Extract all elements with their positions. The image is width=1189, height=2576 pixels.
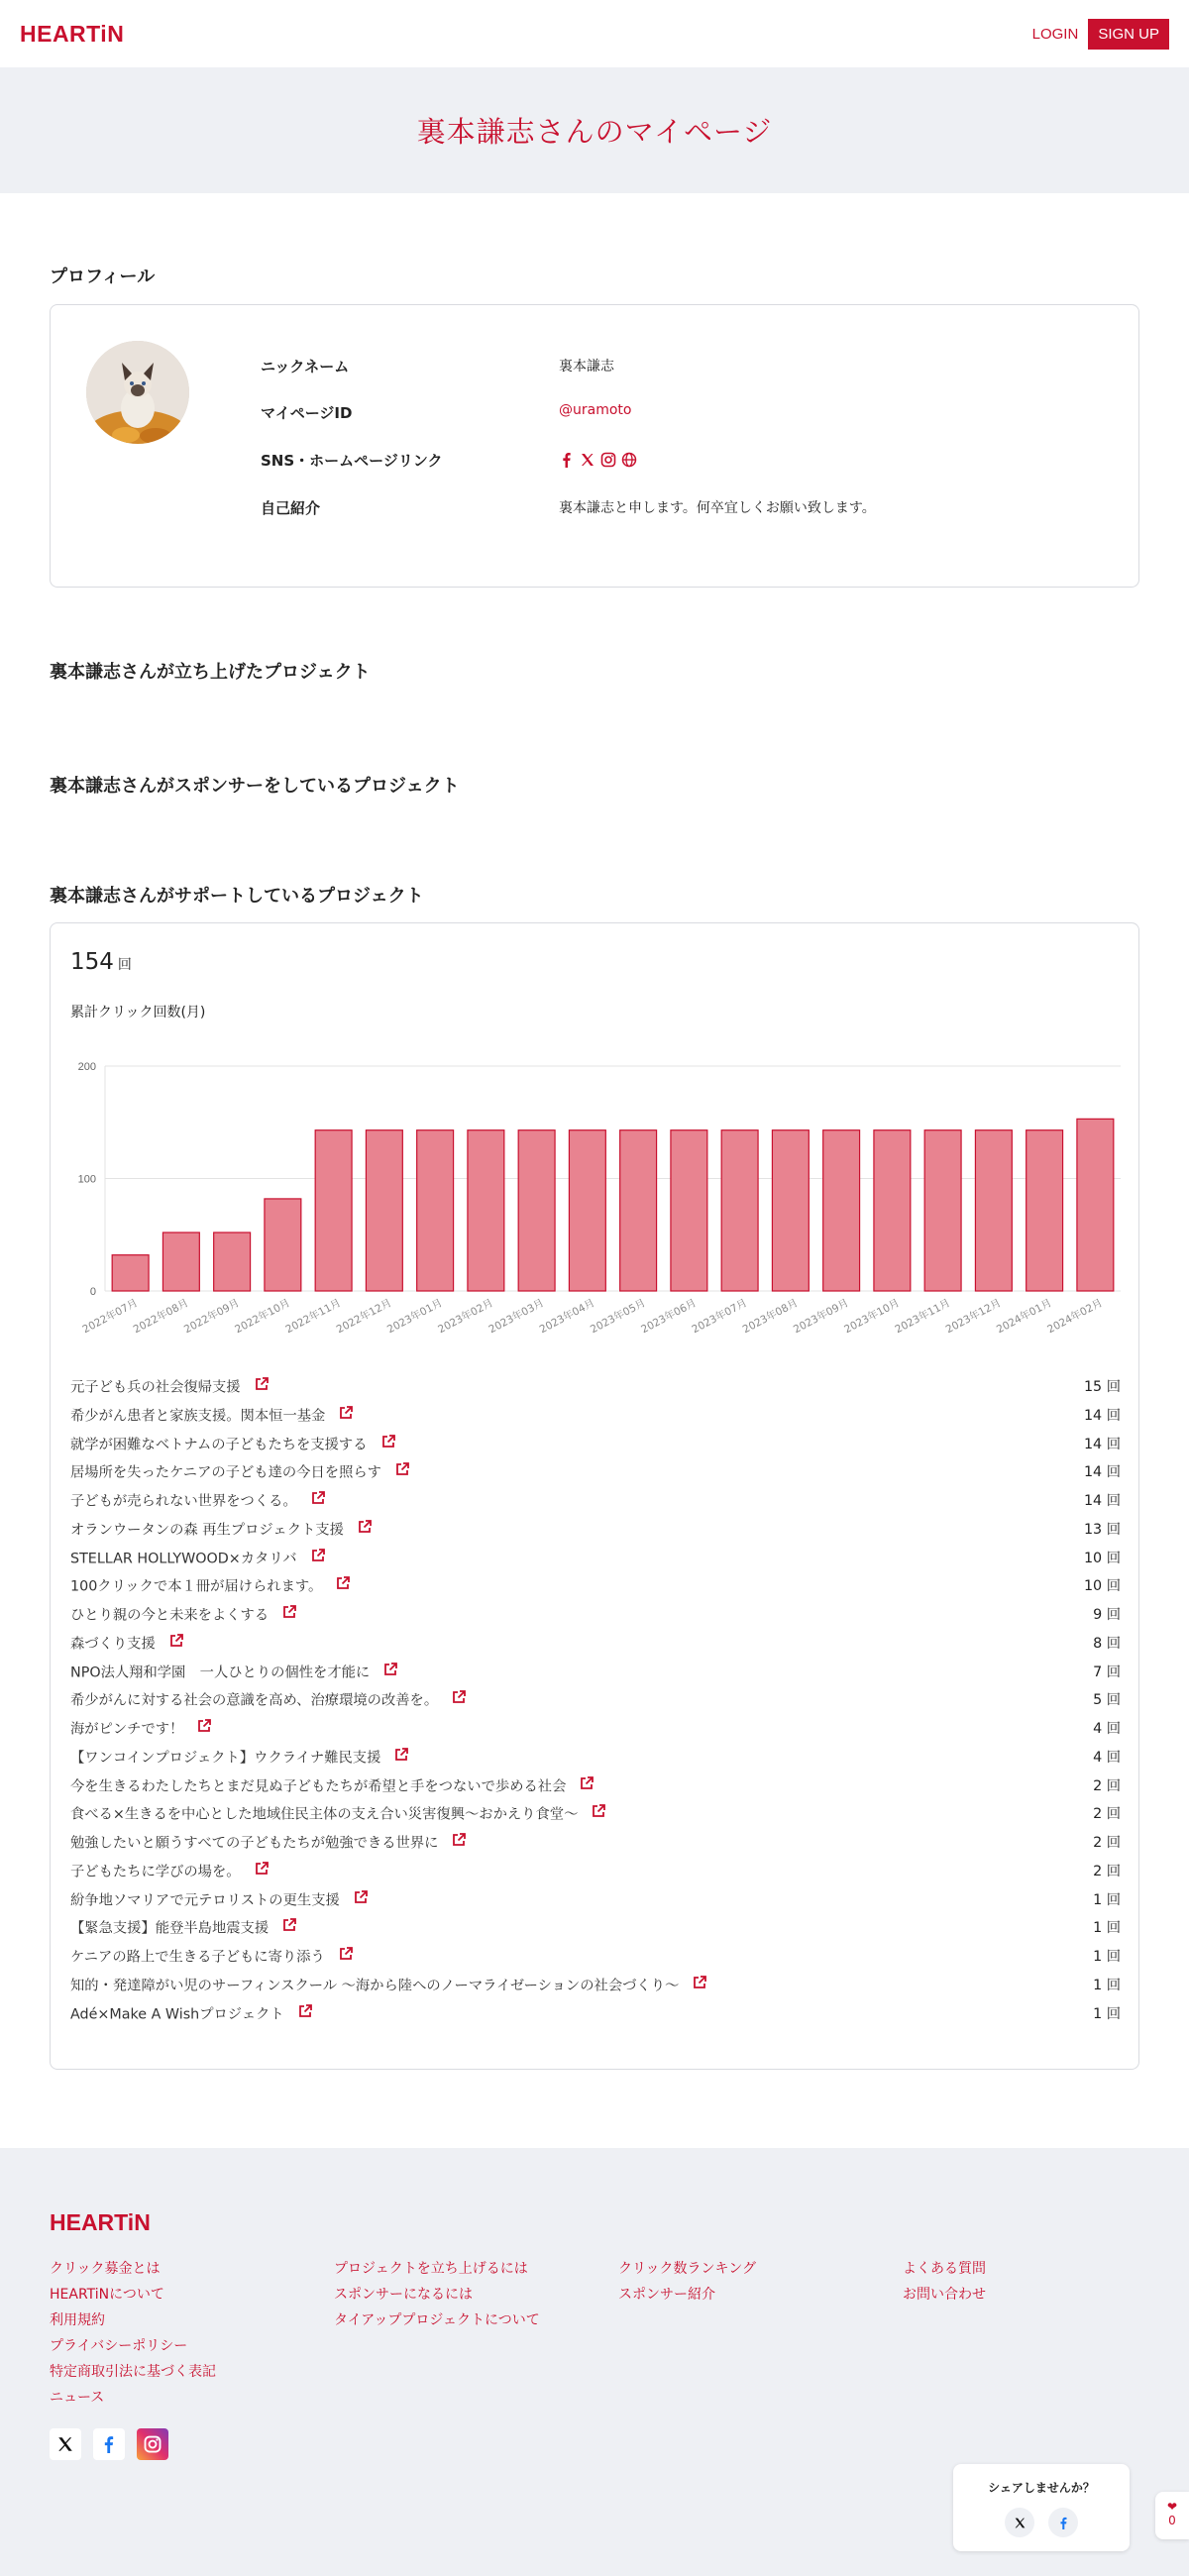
external-link-icon[interactable] [282,1601,296,1630]
instagram-icon[interactable] [600,452,616,468]
supported-projects-title: 裏本謙志さんがサポートしているプロジェクト [50,886,424,907]
chart-bar [265,1199,301,1291]
monthly-clicks-chart [51,1050,1140,1347]
chart-x-tick-label: 2022年12月 [334,1297,394,1337]
project-name: オランウータンの森 再生プロジェクト支援 [70,1522,344,1538]
project-name: NPO法人翔和学園 一人ひとりの個性を才能に [70,1664,371,1680]
signup-button[interactable]: SIGN UP [1088,19,1169,50]
external-link-icon[interactable] [580,1772,594,1801]
chart-x-tick-label: 2023年11月 [893,1297,953,1337]
footer-link[interactable]: プロジェクトを立ち上げるには [334,2261,528,2277]
external-link-icon[interactable] [381,1431,395,1459]
supported-project-list [70,1373,1121,2028]
chart-x-tick-label: 2023年12月 [943,1297,1004,1337]
project-click-count: 1 回 [1093,1949,1121,1965]
project-click-count: 15 回 [1083,1379,1121,1395]
chart-bar [975,1130,1012,1291]
cat-photo-icon [86,341,189,444]
site-logo[interactable]: HEARTiN [20,20,125,47]
project-click-count: 14 回 [1083,1464,1121,1481]
support-card [50,922,1139,2070]
avatar [86,341,189,444]
chart-x-tick-label: 2022年09月 [181,1297,242,1337]
project-name: 今を生きるわたしたちとまだ見ぬ子どもたちが希望と手をつないで歩める社会 [70,1777,567,1794]
project-name: ケニアの路上で生きる子どもに寄り添う [70,1949,325,1966]
list-item [70,1744,1121,1772]
list-item [70,1630,1121,1659]
chart-x-tick-label: 2023年02月 [436,1297,495,1337]
header-actions [1032,19,1169,50]
project-name: 居場所を失ったケニアの子ども達の今日を照らす [70,1464,381,1481]
facebook-icon[interactable] [1048,2508,1078,2537]
chart-bar [518,1130,555,1291]
mypage-id-value[interactable]: @uramoto [559,402,632,418]
chart-bar [417,1130,454,1291]
list-item [70,1545,1121,1573]
project-click-count: 2 回 [1093,1835,1121,1851]
login-link[interactable]: LOGIN [1031,25,1079,43]
project-name: 子どもたちに学びの場を。 [70,1864,241,1879]
external-link-icon[interactable] [394,1744,408,1772]
chart-x-tick-label: 2023年03月 [486,1297,547,1337]
chart-x-tick-label: 2024年02月 [1045,1297,1105,1337]
external-link-icon[interactable] [298,2000,312,2029]
footer-link[interactable]: クリック募金とは [50,2261,161,2277]
project-click-count: 2 回 [1093,1806,1121,1823]
site-header [0,0,1189,67]
chart-x-tick-label: 2023年09月 [791,1297,851,1337]
project-name: 就学が困難なベトナムの子どもたちを支援する [70,1436,368,1452]
project-click-count: 5 回 [1093,1692,1121,1709]
facebook-icon[interactable] [93,2428,125,2460]
chart-x-tick-label: 2022年10月 [233,1297,292,1337]
support-count-unit: 回 [117,957,132,973]
project-click-count: 1 回 [1093,2005,1121,2022]
mypage-id-label: マイページID [261,404,353,422]
project-click-count: 10 回 [1083,1578,1121,1595]
footer-column-1 [50,2256,216,2411]
list-item [70,1715,1121,1744]
external-link-icon[interactable] [197,1715,211,1744]
chart-bar [772,1130,809,1291]
project-click-count: 1 回 [1093,1920,1121,1937]
footer-link[interactable]: HEARTiNについて [50,2287,164,2303]
chart-bar [1077,1119,1114,1291]
project-name: 【ワンコインプロジェクト】ウクライナ難民支援 [70,1750,381,1766]
footer-link[interactable]: 利用規約 [50,2312,105,2328]
external-link-icon[interactable] [311,1545,325,1573]
external-link-icon[interactable] [311,1487,325,1516]
chart-x-tick-label: 2022年11月 [283,1297,344,1337]
project-name: 子どもが売られない世界をつくる。 [70,1493,297,1510]
external-link-icon[interactable] [452,1686,466,1715]
chart-bar [1027,1130,1063,1291]
external-link-icon[interactable] [255,1858,269,1886]
list-item [70,1858,1121,1886]
chart-bar [214,1233,251,1291]
footer-link[interactable]: お問い合わせ [903,2287,986,2303]
launched-projects-title: 裏本謙志さんが立ち上げたプロジェクト [50,662,371,683]
project-name: 希少がんに対する社会の意識を高め、治療環境の改善を。 [70,1692,439,1709]
list-item [70,1800,1121,1829]
instagram-icon[interactable] [137,2428,168,2460]
list-item [70,1402,1121,1431]
project-click-count: 4 回 [1093,1721,1121,1737]
project-name: 紛争地ソマリアで元テロリストの更生支援 [70,1891,340,1908]
footer-link[interactable]: ニュース [50,2390,105,2406]
chart-bar [366,1130,402,1291]
external-link-icon[interactable] [383,1659,397,1687]
list-item [70,1572,1121,1601]
heart-count: 0 [1168,2514,1176,2527]
chart-bar [823,1130,860,1291]
chart-x-tick-label: 2023年05月 [588,1297,648,1337]
project-name: ひとり親の今と未来をよくする [70,1607,270,1624]
nickname-value: 裏本謙志 [559,359,614,375]
share-title: シェアしませんか？ [988,2481,1095,2495]
list-item [70,1659,1121,1687]
profile-section-title: プロフィール [50,267,156,287]
chart-x-tick-label: 2023年06月 [639,1297,699,1337]
project-name: 【緊急支援】能登半島地震支援 [70,1920,270,1937]
chart-x-tick-label: 2023年04月 [537,1297,597,1337]
external-link-icon[interactable] [282,1914,296,1943]
list-item [70,1516,1121,1545]
footer-link[interactable]: スポンサーになるには [334,2287,473,2303]
heart-widget[interactable] [1155,2492,1189,2539]
chart-x-tick-label: 2023年10月 [842,1297,902,1337]
chart-bar [315,1130,352,1291]
footer-link[interactable]: クリック数ランキング [618,2261,757,2277]
list-item [70,1601,1121,1630]
page-banner [0,67,1189,193]
chart-y-tick-label: 100 [77,1173,96,1186]
external-link-icon[interactable] [339,1943,353,1972]
project-click-count: 2 回 [1093,1777,1121,1794]
external-link-icon[interactable] [693,1972,706,2000]
external-link-icon[interactable] [169,1630,183,1659]
x-icon[interactable] [50,2428,81,2460]
footer-social [50,2428,168,2460]
sns-links [559,452,637,468]
page-title: 裏本謙志さんのマイページ [416,115,773,149]
share-buttons [1005,2508,1078,2537]
sponsored-projects-title: 裏本謙志さんがスポンサーをしているプロジェクト [50,776,460,797]
chart-x-tick-label: 2022年08月 [131,1297,191,1337]
share-widget [953,2464,1130,2551]
x-icon[interactable] [1005,2508,1034,2537]
list-item [70,1914,1121,1943]
chart-bar [620,1130,657,1291]
chart-x-tick-label: 2023年01月 [384,1297,445,1337]
footer-link[interactable]: タイアッププロジェクトについて [334,2312,540,2328]
project-name: 希少がん患者と家族支援。関本恒一基金 [70,1408,326,1424]
x-icon[interactable] [580,452,595,468]
list-item [70,1772,1121,1801]
list-item [70,2000,1121,2029]
chart-bar [162,1233,199,1291]
chart-bar [874,1130,911,1291]
project-click-count: 14 回 [1083,1493,1121,1509]
chart-x-tick-label: 2024年01月 [994,1297,1054,1337]
project-click-count: 2 回 [1093,1863,1121,1879]
chart-x-tick-label: 2023年08月 [740,1297,801,1337]
project-click-count: 9 回 [1093,1607,1121,1623]
footer-column-4 [903,2256,986,2308]
project-click-count: 14 回 [1083,1407,1121,1424]
external-link-icon[interactable] [336,1572,350,1601]
list-item [70,1829,1121,1858]
footer-link[interactable]: 特定商取引法に基づく表記 [50,2364,216,2380]
nickname-label: ニックネーム [261,358,350,376]
project-click-count: 1 回 [1093,1977,1121,1993]
chart-bar [468,1130,504,1291]
list-item [70,1431,1121,1459]
chart-y-tick-label: 200 [77,1061,96,1073]
chart-caption: 累計クリック回数(月) [70,1005,206,1020]
list-item [70,1373,1121,1402]
chart-bar [924,1130,961,1291]
sns-links-label: SNS・ホームページリンク [261,452,443,470]
self-intro-label: 自己紹介 [261,499,321,517]
chart-bar [721,1130,758,1291]
project-click-count: 7 回 [1093,1664,1121,1680]
project-name: STELLAR HOLLYWOOD×カタリバ [70,1550,297,1566]
chart-x-tick-label: 2022年07月 [80,1297,141,1337]
project-click-count: 4 回 [1093,1749,1121,1766]
project-name: 海がピンチです！ [70,1721,184,1738]
support-count [70,949,132,975]
project-click-count: 14 回 [1083,1436,1121,1452]
external-link-icon[interactable] [452,1829,466,1858]
external-link-icon[interactable] [339,1402,353,1431]
footer-link[interactable]: よくある質問 [903,2261,986,2277]
project-name: 100クリックで本１冊が届けられます。 [70,1578,323,1595]
footer-link[interactable]: プライバシーポリシー [50,2338,188,2354]
list-item [70,1943,1121,1972]
project-click-count: 13 回 [1083,1521,1121,1538]
project-name: 森づくり支援 [70,1636,156,1652]
project-click-count: 1 回 [1093,1891,1121,1908]
list-item [70,1972,1121,2000]
profile-card [50,304,1139,588]
chart-bar [671,1130,707,1291]
project-click-count: 10 回 [1083,1550,1121,1566]
external-link-icon[interactable] [395,1458,409,1487]
facebook-icon[interactable] [559,452,575,468]
footer-logo[interactable]: HEARTiN [50,2209,151,2235]
chart-bar [112,1255,149,1291]
project-name: Adé×Make A Wishプロジェクト [70,2005,284,2022]
footer-column-3 [618,2256,756,2308]
list-item [70,1686,1121,1715]
project-name: 勉強したいと願うすべての子どもたちが勉強できる世界に [70,1835,439,1852]
external-link-icon[interactable] [592,1800,605,1829]
list-item [70,1458,1121,1487]
project-name: 知的・発達障がい児のサーフィンスクール 〜海から陸へのノーマライゼーションの社会づくり〜 [70,1978,680,1993]
project-name: 食べる×生きるを中心とした地域住民主体の支え合い災害復興〜おかえり食堂〜 [70,1806,579,1823]
self-intro-value: 裏本謙志と申します。何卒宜しくお願い致します。 [559,500,876,516]
footer-column-2 [334,2256,540,2333]
chart-x-tick-label: 2023年07月 [690,1297,750,1337]
heart-icon: ❤ [1166,2500,1178,2514]
chart-y-tick-label: 0 [89,1286,96,1298]
list-item [70,1886,1121,1915]
project-name: 元子ども兵の社会復帰支援 [70,1379,241,1396]
list-item [70,1487,1121,1516]
external-link-icon[interactable] [255,1373,269,1402]
footer-link[interactable]: スポンサー紹介 [618,2287,715,2303]
project-click-count: 8 回 [1093,1635,1121,1652]
support-count-value: 154 [70,949,114,975]
external-link-icon[interactable] [354,1886,368,1915]
chart-bar [569,1130,605,1291]
globe-icon[interactable] [621,452,637,468]
external-link-icon[interactable] [358,1516,372,1545]
